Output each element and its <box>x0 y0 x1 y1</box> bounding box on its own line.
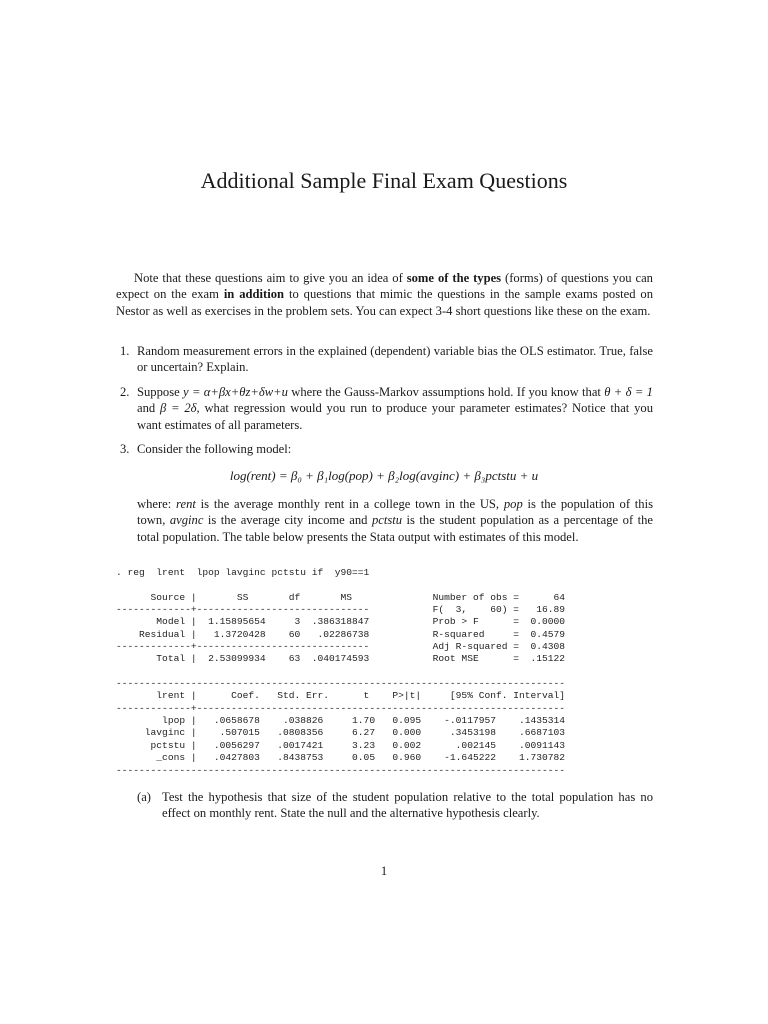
stata-regression-output: . reg lrent lpop lavginc pctstu if y90==1 Source | SS df MS Number of obs = 64 -------------+------------------------------ F( 3, 60) = 16.89 Model | 1.15895654 3 .386318847 Prob > F = 0.0000 Residual | 1.3720428 60 .02286738 R-squared = 0.4579 -------------+------------------------------ Adj R-squared = 0.4308 Total | 2.53099934 63 .040174593 Root MSE = .15122 ------------------------------------------------------------------------------ lrent | Coef. Std. Err. t P>|t| [95% Conf. Interval] -------------+---------------------------------------------------------------- lpop | .0658678 .038826 1.70 0.095 -.0117957 .1435314 lavginc | .507015 .0808356 6.27 0.000 .3453198 .6687103 pctstu | .0056297 .0017421 3.23 0.002 .002145 .0091143 _cons | .0427803 .8438753 0.05 0.960 -1.645222 1.730782 ------------------------------------------------------------------------------ <box>116 567 566 776</box>
question-2 <box>116 384 653 433</box>
where-t3: is the average city income and <box>203 513 372 528</box>
question-3a <box>137 789 653 822</box>
page-number: 1 <box>380 864 388 878</box>
intro-paragraph <box>116 270 653 319</box>
question-3-text: Consider the following model: <box>137 442 292 456</box>
question-3a-label: (a) <box>137 790 151 804</box>
model-equation: log(rent) = β₀ + β₁log(pop) + β₂log(avginc) + β₃pctstu + u <box>229 468 539 483</box>
document-title: Additional Sample Final Exam Questions <box>200 168 568 193</box>
question-1 <box>116 343 653 376</box>
var-pop: pop <box>503 497 523 511</box>
q2-condition-2: β = 2δ <box>159 401 197 416</box>
where-t4: is the student population as a percentage of the total population. The table below presents the Stata output with estimates of this model. <box>137 513 654 544</box>
question-3-number: 3. <box>120 442 130 456</box>
q2-post: , what regression would you run to produce your parameter estimates? Notice that you want estimates of all parameters. <box>137 401 653 432</box>
var-avginc: avginc <box>169 513 204 528</box>
question-3a-text: Test the hypothesis that size of the student population relative to the total population has no effect on monthly rent. State the null and the alternative hypothesis clearly. <box>162 790 653 821</box>
question-2-number: 2. <box>120 385 130 399</box>
where-lead: where: <box>137 497 177 511</box>
question-1-text: Random measurement errors in the explained (dependent) variable bias the OLS estimator. True, false or uncertain? Explain. <box>137 344 653 375</box>
q2-pre: Suppose <box>137 385 184 399</box>
where-t2: is the population of this town, <box>137 497 653 528</box>
intro-text-3: to questions that mimic the questions in the sample exams posted on Nestor as well as exercises in the problem sets. You can expect 3-4 short questions like these on the exam. <box>116 287 654 318</box>
question-1-number: 1. <box>120 344 130 358</box>
q2-and: and <box>137 401 160 416</box>
where-t1: is the average monthly rent in a college town in the US, <box>195 497 504 511</box>
intro-text-2: (forms) of questions you can expect on the exam <box>116 271 653 302</box>
variable-definitions <box>137 496 653 545</box>
var-rent: rent <box>176 497 196 511</box>
intro-bold-2: in addition <box>223 287 285 302</box>
q2-mid: where the Gauss-Markov assumptions hold. If you know that <box>287 385 605 399</box>
intro-text-1: Note that these questions aim to give you an idea of <box>134 271 407 285</box>
question-2-text <box>137 384 653 433</box>
var-pctstu: pctstu <box>371 513 403 528</box>
q2-condition-1: θ + δ = 1 <box>604 385 653 399</box>
intro-bold-1: some of the types <box>406 271 502 285</box>
question-3 <box>116 441 653 457</box>
q2-model-formula: y = α+βx+θz+δw+u <box>183 385 288 399</box>
